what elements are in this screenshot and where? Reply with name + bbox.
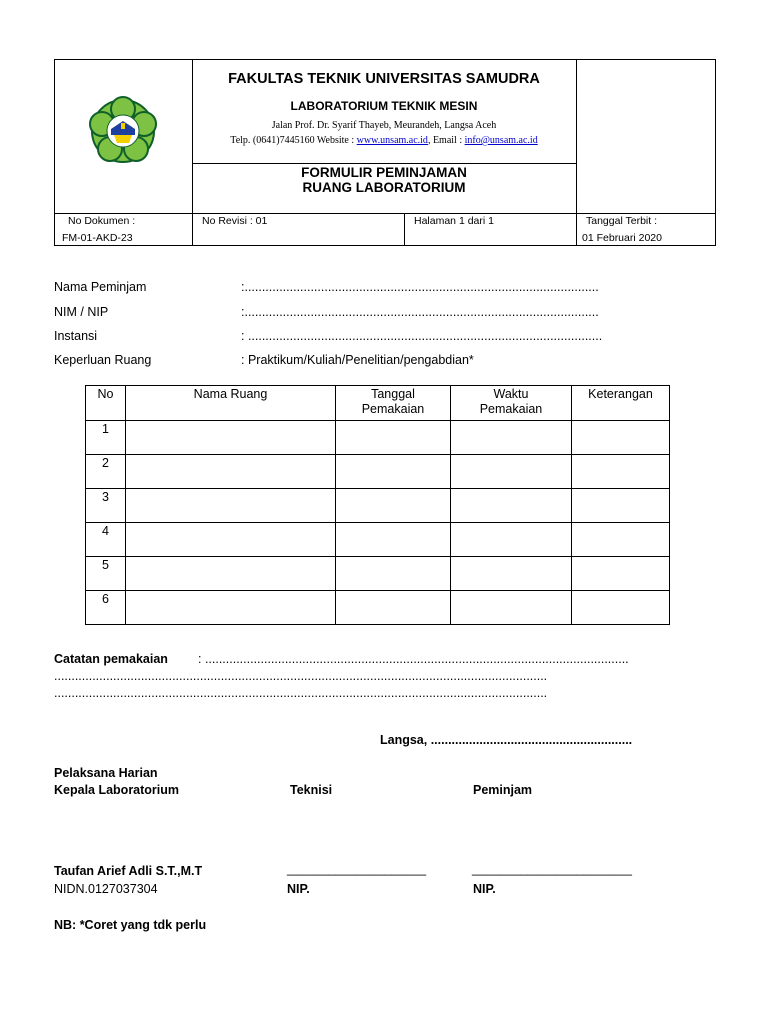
header-border-right: [715, 59, 716, 246]
doc-no-value: FM-01-AKD-23: [62, 232, 133, 244]
col-header-usage-date-line2: Pemakaian: [361, 402, 425, 416]
usage-time-cell[interactable]: [451, 455, 572, 489]
borrower-label: Peminjam: [473, 783, 533, 797]
usage-notes-line-2[interactable]: ..............................................................................................................................................: [54, 669, 548, 683]
technician-nip: NIP.: [287, 882, 310, 896]
head-role-line-2: Kepala Laboratorium: [54, 783, 180, 797]
table-row: [86, 591, 670, 625]
row-number: 1: [86, 421, 126, 455]
col-header-remarks-text: Keterangan: [588, 387, 653, 401]
faculty-title: FAKULTAS TEKNIK UNIVERSITAS SAMUDRA: [228, 71, 540, 87]
usage-date-cell[interactable]: [336, 489, 451, 523]
remarks-cell[interactable]: [572, 557, 670, 591]
student-id-field[interactable]: :......................................................................................................: [241, 305, 599, 319]
col-header-room-name-text: Nama Ruang: [193, 387, 268, 401]
issue-date-label: Tanggal Terbit :: [586, 215, 658, 227]
row-number: 5: [86, 557, 126, 591]
doc-no-label: No Dokumen :: [68, 215, 136, 227]
header-border-left: [54, 59, 55, 246]
remarks-cell[interactable]: [572, 591, 670, 625]
usage-time-cell[interactable]: [451, 489, 572, 523]
head-name: Taufan Arief Adli S.T.,M.T: [54, 864, 203, 878]
table-row: [86, 455, 670, 489]
email-label: , Email :: [427, 135, 465, 146]
room-name-cell[interactable]: [126, 557, 336, 591]
header-col-divider-right: [576, 59, 577, 213]
col-header-usage-time-line1: Waktu: [493, 387, 529, 401]
phone-text: Telp. (0641)7445160 Website :: [230, 135, 357, 146]
table-row: [86, 557, 670, 591]
usage-time-cell[interactable]: [451, 421, 572, 455]
header-col-divider-1: [192, 59, 193, 246]
borrower-name-field[interactable]: :......................................................................................................: [241, 280, 599, 294]
table-row: [86, 489, 670, 523]
head-nidn: NIDN.0127037304: [54, 882, 158, 896]
borrower-nip: NIP.: [473, 882, 496, 896]
header-border-top: [54, 59, 716, 60]
usage-time-cell[interactable]: [451, 523, 572, 557]
usage-date-cell[interactable]: [336, 557, 451, 591]
room-name-cell[interactable]: [126, 421, 336, 455]
website-link[interactable]: www.unsam.ac.id: [356, 135, 428, 146]
remarks-cell[interactable]: [572, 455, 670, 489]
technician-signature-line[interactable]: ____________________: [287, 862, 427, 876]
institution-field[interactable]: : ......................................................................................................: [241, 329, 603, 343]
table-row: [86, 421, 670, 455]
footnote: NB: *Coret yang tdk perlu: [54, 918, 207, 932]
col-header-remarks: [572, 386, 670, 421]
form-title: [192, 165, 576, 195]
usage-notes-label: Catatan pemakaian: [54, 652, 168, 666]
usage-time-cell[interactable]: [451, 557, 572, 591]
university-logo: [87, 93, 159, 169]
remarks-cell[interactable]: [572, 421, 670, 455]
row-number: 6: [86, 591, 126, 625]
row-number: 3: [86, 489, 126, 523]
remarks-cell[interactable]: [572, 489, 670, 523]
usage-notes-line-3[interactable]: ..............................................................................................................................................: [54, 686, 548, 700]
row-number: 2: [86, 455, 126, 489]
row-number: 4: [86, 523, 126, 557]
usage-time-cell[interactable]: [451, 591, 572, 625]
usage-date-cell[interactable]: [336, 421, 451, 455]
technician-label: Teknisi: [290, 783, 333, 797]
page-number: Halaman 1 dari 1: [414, 215, 494, 227]
issue-date-value: 01 Februari 2020: [582, 232, 662, 244]
room-name-cell[interactable]: [126, 489, 336, 523]
institution-label: Instansi: [54, 329, 98, 343]
room-name-cell[interactable]: [126, 455, 336, 489]
document-header: [54, 59, 716, 246]
revision-number: No Revisi : 01: [202, 215, 268, 227]
header-divider: [54, 213, 716, 214]
form-title-line-1: FORMULIR PEMINJAMAN: [301, 165, 467, 180]
form-title-line-2: RUANG LABORATORIUM: [302, 180, 466, 195]
col-header-room-name: [126, 386, 336, 421]
col-header-usage-time-line2: Pemakaian: [479, 402, 543, 416]
place-date[interactable]: Langsa, ..........................................................: [380, 733, 633, 747]
address: Jalan Prof. Dr. Syarif Thayeb, Meurandeh, Langsa Aceh: [271, 120, 497, 131]
table-header-row: [86, 386, 670, 421]
header-title-divider: [192, 163, 577, 164]
room-name-cell[interactable]: [126, 523, 336, 557]
header-col-divider-2: [404, 213, 405, 246]
room-purpose-field[interactable]: : Praktikum/Kuliah/Penelitian/pengabdian*: [241, 353, 474, 367]
usage-date-cell[interactable]: [336, 523, 451, 557]
col-header-no-text: No: [97, 387, 114, 401]
table-row: [86, 523, 670, 557]
col-header-usage-time: [451, 386, 572, 421]
borrower-name-label: Nama Peminjam: [54, 280, 147, 294]
usage-date-cell[interactable]: [336, 591, 451, 625]
usage-notes-line-1[interactable]: : ..........................................................................................................................: [198, 652, 629, 666]
col-header-usage-date: [336, 386, 451, 421]
col-header-usage-date-line1: Tanggal: [371, 387, 415, 401]
contact-line: [192, 135, 576, 146]
student-id-label: NIM / NIP: [54, 305, 109, 319]
borrower-signature-line[interactable]: _______________________: [472, 862, 632, 876]
head-role-line-1: Pelaksana Harian: [54, 766, 158, 780]
room-purpose-label: Keperluan Ruang: [54, 353, 152, 367]
usage-date-cell[interactable]: [336, 455, 451, 489]
remarks-cell[interactable]: [572, 523, 670, 557]
col-header-no: [86, 386, 126, 421]
lab-title: LABORATORIUM TEKNIK MESIN: [290, 99, 478, 113]
header-border-bottom: [54, 245, 716, 246]
email-link[interactable]: info@unsam.ac.id: [464, 135, 538, 146]
header-col-divider-3: [576, 213, 577, 246]
room-booking-table: [85, 385, 670, 625]
room-name-cell[interactable]: [126, 591, 336, 625]
